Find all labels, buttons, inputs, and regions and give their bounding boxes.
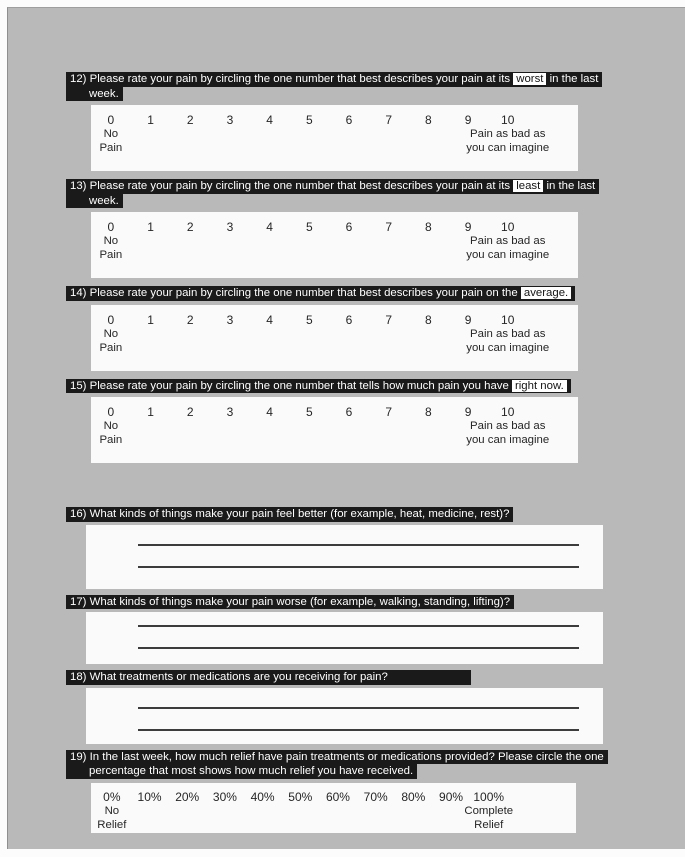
q12-pain-option-5[interactable]: 5 xyxy=(305,113,313,127)
pain-scale-q13 xyxy=(91,212,578,278)
scale-number: 0 xyxy=(107,220,115,234)
question-14-highlight: average. xyxy=(521,287,571,299)
scale-min-label: No Pain xyxy=(99,420,123,446)
q14-pain-option-9[interactable]: 9 xyxy=(464,312,472,327)
question-14-header xyxy=(66,286,636,301)
question-13-text: Please rate your pain by circling the one number that best describes your pain at its xyxy=(89,180,511,192)
scale-min-label: No Pain xyxy=(99,128,123,154)
q14-pain-option-5[interactable]: 5 xyxy=(305,312,313,327)
question-14-text: Please rate your pain by circling the one number that best describes your pain on the xyxy=(89,287,518,299)
scale-number: 0 xyxy=(107,113,115,127)
q14-pain-option-3[interactable]: 3 xyxy=(226,312,234,327)
q14-pain-option-4[interactable]: 4 xyxy=(266,312,273,327)
q12-pain-option-7[interactable]: 7 xyxy=(385,113,392,127)
question-13-number: 13) xyxy=(70,180,87,192)
q15-pain-option-3[interactable]: 3 xyxy=(226,405,234,419)
q17-answer-line-2[interactable] xyxy=(138,647,579,649)
scale-max-label: Pain as bad as you can imagine xyxy=(466,128,550,154)
question-12-header xyxy=(66,72,636,101)
q19-relief-option-30[interactable]: 30% xyxy=(212,789,237,804)
q18-answer-line-1[interactable] xyxy=(138,707,579,709)
q13-pain-option-8[interactable]: 8 xyxy=(425,220,432,234)
q19-relief-option-0[interactable] xyxy=(93,790,131,832)
question-12-text-after: in the last xyxy=(549,73,599,85)
question-15-highlight: right now. xyxy=(512,380,567,392)
q15-pain-option-1[interactable]: 1 xyxy=(147,405,154,419)
q18-answer-line-2[interactable] xyxy=(138,729,579,731)
q15-pain-option-5[interactable]: 5 xyxy=(305,405,313,419)
q14-pain-option-1[interactable]: 1 xyxy=(147,312,154,327)
question-12-text: Please rate your pain by circling the one number that best describes your pain at its xyxy=(89,73,511,85)
q12-pain-option-9[interactable]: 9 xyxy=(464,113,472,127)
q15-pain-option-4[interactable]: 4 xyxy=(266,405,273,419)
question-16-text: What kinds of things make your pain feel better (for example, heat, medicine, rest)? xyxy=(89,508,510,520)
scale-max-label: Pain as bad as you can imagine xyxy=(466,420,550,446)
q13-pain-option-2[interactable]: 2 xyxy=(186,220,194,234)
q14-pain-option-6[interactable]: 6 xyxy=(345,312,353,327)
scale-max-label: Complete Relief xyxy=(464,804,514,831)
q13-pain-option-1[interactable]: 1 xyxy=(147,220,154,234)
question-18-number: 18) xyxy=(70,671,87,683)
pain-scale-q12 xyxy=(91,105,578,171)
question-16-number: 16) xyxy=(70,508,87,520)
question-15-number: 15) xyxy=(70,379,87,392)
question-12-highlight: worst xyxy=(513,73,546,85)
q19-relief-option-90[interactable]: 90% xyxy=(439,789,464,804)
scale-min-label: No Relief xyxy=(97,804,127,831)
scale-number: 100% xyxy=(473,789,505,804)
q13-pain-option-6[interactable]: 6 xyxy=(345,220,353,234)
q15-pain-option-0[interactable] xyxy=(91,405,131,447)
q19-relief-option-70[interactable]: 70% xyxy=(363,789,388,804)
scale-number: 10 xyxy=(501,113,515,127)
q13-pain-option-0[interactable] xyxy=(91,220,131,262)
q12-pain-option-4[interactable]: 4 xyxy=(266,113,273,127)
q14-pain-option-7[interactable]: 7 xyxy=(385,312,392,327)
q12-pain-option-1[interactable]: 1 xyxy=(147,113,154,127)
question-17-header xyxy=(66,595,636,610)
answer-box-q18 xyxy=(86,688,603,744)
scale-max-label: Pain as bad as you can imagine xyxy=(466,327,550,354)
q12-pain-option-2[interactable]: 2 xyxy=(186,113,194,127)
question-19-number: 19) xyxy=(70,750,87,763)
q12-pain-option-8[interactable]: 8 xyxy=(425,113,432,127)
q14-pain-option-2[interactable]: 2 xyxy=(186,312,194,327)
q15-pain-option-6[interactable]: 6 xyxy=(345,405,353,419)
q19-relief-option-100[interactable] xyxy=(464,789,514,832)
pain-scale-q14 xyxy=(91,305,578,371)
questionnaire-content xyxy=(66,72,636,833)
form-page-background xyxy=(7,7,685,849)
scale-number: 0% xyxy=(103,789,121,804)
pain-scale-q15 xyxy=(91,397,578,463)
answer-box-q17 xyxy=(86,612,603,664)
q13-pain-option-9[interactable]: 9 xyxy=(464,220,472,234)
q14-pain-option-10[interactable] xyxy=(466,312,550,355)
question-18-header xyxy=(66,670,636,685)
q19-relief-option-50[interactable]: 50% xyxy=(288,789,313,804)
question-18-text: What treatments or medications are you receiving for pain? xyxy=(89,671,388,683)
q19-relief-option-60[interactable]: 60% xyxy=(325,789,350,804)
q15-pain-option-7[interactable]: 7 xyxy=(385,405,392,419)
q19-relief-option-40[interactable]: 40% xyxy=(250,789,275,804)
question-17-text: What kinds of things make your pain worse (for example, walking, standing, lifting)? xyxy=(89,595,511,608)
scale-max-label: Pain as bad as you can imagine xyxy=(466,235,550,261)
q15-pain-option-9[interactable]: 9 xyxy=(464,405,472,419)
q14-pain-option-0[interactable] xyxy=(91,313,131,355)
q17-answer-line-1[interactable] xyxy=(138,625,579,627)
scale-number: 0 xyxy=(107,312,115,327)
q15-pain-option-8[interactable]: 8 xyxy=(425,405,432,419)
q13-pain-option-5[interactable]: 5 xyxy=(305,220,313,234)
q13-pain-option-3[interactable]: 3 xyxy=(226,220,234,234)
question-13-header xyxy=(66,179,636,208)
q16-answer-line-1[interactable] xyxy=(138,544,579,546)
scale-number: 10 xyxy=(501,220,515,234)
q15-pain-option-2[interactable]: 2 xyxy=(186,405,194,419)
q12-pain-option-10[interactable] xyxy=(466,113,550,155)
question-12-number: 12) xyxy=(70,73,87,85)
question-14-number: 14) xyxy=(70,287,87,299)
question-16-header xyxy=(66,507,636,522)
q13-pain-option-7[interactable]: 7 xyxy=(385,220,392,234)
answer-box-q16 xyxy=(86,525,603,589)
q14-pain-option-8[interactable]: 8 xyxy=(425,312,432,327)
scale-min-label: No Pain xyxy=(99,235,123,261)
scale-min-label: No Pain xyxy=(99,327,123,354)
q19-relief-option-20[interactable]: 20% xyxy=(175,789,200,804)
question-13-text-after: in the last xyxy=(546,180,596,192)
q15-pain-option-10[interactable] xyxy=(466,405,550,447)
question-19-text-line2: percentage that most shows how much relief you have received. xyxy=(66,764,417,779)
question-12-text-line2: week. xyxy=(66,87,123,102)
question-15-text: Please rate your pain by circling the one number that tells how much pain you have xyxy=(89,379,509,392)
scale-number: 0 xyxy=(107,405,115,419)
scale-number: 10 xyxy=(501,312,515,327)
q12-pain-option-0[interactable] xyxy=(91,113,131,155)
question-19-text: In the last week, how much relief have pain treatments or medications provided? Please circle the one xyxy=(89,750,604,763)
q13-pain-option-4[interactable]: 4 xyxy=(266,220,273,234)
q12-pain-option-6[interactable]: 6 xyxy=(345,113,353,127)
q12-pain-option-3[interactable]: 3 xyxy=(226,113,234,127)
question-13-text-line2: week. xyxy=(66,194,123,209)
q16-answer-line-2[interactable] xyxy=(138,566,579,568)
question-15-header xyxy=(66,379,636,394)
relief-scale-q19 xyxy=(91,783,576,833)
question-13-highlight: least xyxy=(513,180,543,192)
question-19-header xyxy=(66,750,636,779)
scale-number: 10 xyxy=(501,405,515,419)
q19-relief-option-10[interactable]: 10% xyxy=(137,789,162,804)
question-17-number: 17) xyxy=(70,595,87,608)
q13-pain-option-10[interactable] xyxy=(466,220,550,262)
q19-relief-option-80[interactable]: 80% xyxy=(401,789,426,804)
